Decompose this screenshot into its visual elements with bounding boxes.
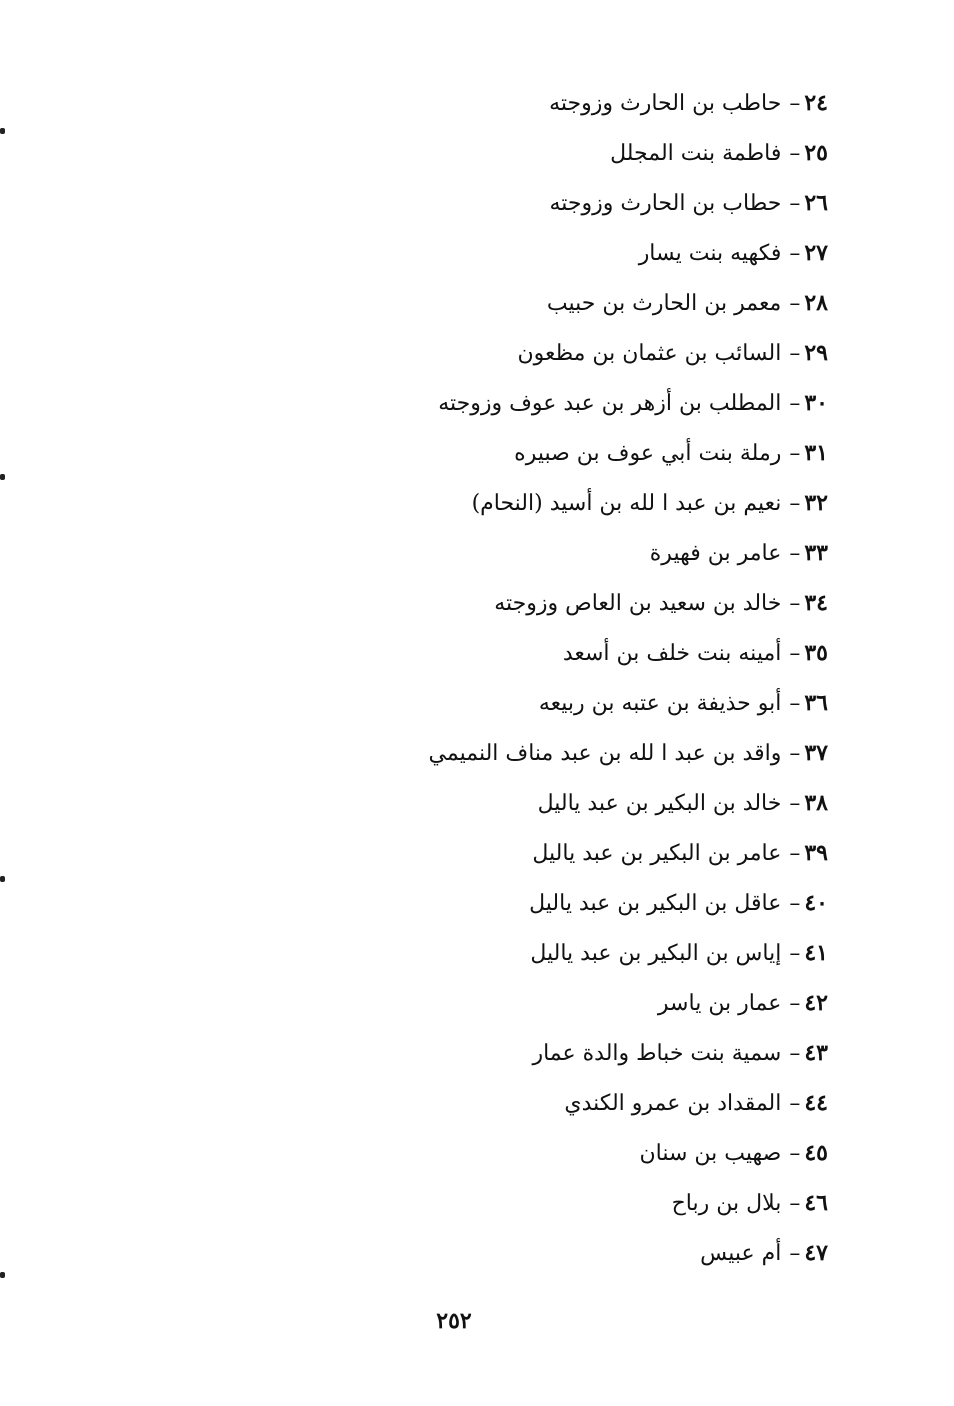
entry-dash: – <box>789 191 801 216</box>
entry-number: ٢٦ <box>804 190 828 216</box>
entry-number: ٣٨ <box>804 790 828 816</box>
margin-mark <box>0 474 5 480</box>
entry-dash: – <box>789 991 801 1016</box>
entry-name: عامر بن البكير بن عبد ياليل <box>532 841 782 866</box>
entry-number: ٤٤ <box>804 1090 828 1116</box>
entry-number: ٢٨ <box>804 290 828 316</box>
entry-name: خالد بن سعيد بن العاص وزوجته <box>494 591 782 616</box>
entry-dash: – <box>789 291 801 316</box>
entry-name: حاطب بن الحارث وزوجته <box>549 91 782 116</box>
list-item <box>429 478 828 528</box>
entry-dash: – <box>789 1041 801 1066</box>
entry-dash: – <box>789 441 801 466</box>
page-number: ٢٥٢ <box>436 1308 472 1334</box>
entry-name: إياس بن البكير بن عبد ياليل <box>530 941 782 966</box>
entry-dash: – <box>789 491 801 516</box>
entry-number: ٢٥ <box>804 140 828 166</box>
list-item <box>429 528 828 578</box>
list-item <box>429 778 828 828</box>
entry-name: عامر بن فهيرة <box>649 541 782 566</box>
entry-dash: – <box>789 91 801 116</box>
list-item <box>429 928 828 978</box>
list-item <box>429 378 828 428</box>
entry-dash: – <box>789 841 801 866</box>
entry-dash: – <box>789 941 801 966</box>
list-item <box>429 1228 828 1278</box>
entry-dash: – <box>789 591 801 616</box>
margin-mark <box>0 128 5 134</box>
list-item <box>429 878 828 928</box>
entry-name: المقداد بن عمرو الكندي <box>564 1091 782 1116</box>
entry-name: عمار بن ياسر <box>657 991 782 1016</box>
entry-name: حطاب بن الحارث وزوجته <box>549 191 782 216</box>
entry-number: ٤١ <box>804 940 828 966</box>
list-item <box>429 678 828 728</box>
entry-dash: – <box>789 241 801 266</box>
list-item <box>429 628 828 678</box>
entry-name: سمية بنت خباط والدة عمار <box>532 1041 782 1066</box>
entry-name: أم عبيس <box>700 1241 782 1266</box>
entry-name: صهيب بن سنان <box>639 1141 782 1166</box>
entry-number: ٤٧ <box>804 1240 828 1266</box>
entry-number: ٤٦ <box>804 1190 828 1216</box>
entry-number: ٣١ <box>804 440 828 466</box>
list-item <box>429 228 828 278</box>
list-item <box>429 828 828 878</box>
entry-number: ٣٦ <box>804 690 828 716</box>
entry-number: ٣٩ <box>804 840 828 866</box>
entry-number: ٣٠ <box>804 390 828 416</box>
entry-name: أمينه بنت خلف بن أسعد <box>562 641 782 666</box>
entry-name: فكهيه بنت يسار <box>638 241 782 266</box>
entry-dash: – <box>789 341 801 366</box>
entry-name: المطلب بن أزهر بن عبد عوف وزوجته <box>438 391 782 416</box>
entry-number: ٢٧ <box>804 240 828 266</box>
entry-dash: – <box>789 1141 801 1166</box>
list-item <box>429 128 828 178</box>
entry-dash: – <box>789 1191 801 1216</box>
list-item <box>429 78 828 128</box>
list-item <box>429 728 828 778</box>
entry-number: ٣٢ <box>804 490 828 516</box>
list-item <box>429 1128 828 1178</box>
entry-name: واقد بن عبد ا لله بن عبد مناف النميمي <box>428 741 782 766</box>
entry-name: بلال بن رباح <box>671 1191 782 1216</box>
entry-dash: – <box>789 141 801 166</box>
entry-dash: – <box>789 741 801 766</box>
entry-name: السائب بن عثمان بن مظعون <box>517 341 782 366</box>
entry-number: ٢٤ <box>804 90 828 116</box>
entry-dash: – <box>789 1091 801 1116</box>
entry-dash: – <box>789 791 801 816</box>
entry-number: ٣٤ <box>804 590 828 616</box>
entry-dash: – <box>789 891 801 916</box>
list-item <box>429 278 828 328</box>
entry-number: ٤٣ <box>804 1040 828 1066</box>
list-item <box>429 1178 828 1228</box>
list-item <box>429 178 828 228</box>
entry-dash: – <box>789 641 801 666</box>
entry-name: معمر بن الحارث بن حبيب <box>546 291 782 316</box>
margin-mark <box>0 876 5 882</box>
entry-dash: – <box>789 1241 801 1266</box>
entry-dash: – <box>789 691 801 716</box>
list-item <box>429 428 828 478</box>
entry-number: ٣٣ <box>804 540 828 566</box>
entry-name: أبو حذيفة بن عتبه بن ربيعه <box>538 691 782 716</box>
list-item <box>429 578 828 628</box>
entry-number: ٣٧ <box>804 740 828 766</box>
entry-number: ٤٥ <box>804 1140 828 1166</box>
entry-number: ٢٩ <box>804 340 828 366</box>
entry-name: خالد بن البكير بن عبد ياليل <box>537 791 782 816</box>
entry-name: عاقل بن البكير بن عبد ياليل <box>529 891 782 916</box>
list-item <box>429 978 828 1028</box>
entry-number: ٤٠ <box>804 890 828 916</box>
entry-name: رملة بنت أبي عوف بن صبيره <box>514 441 782 466</box>
entry-number: ٤٢ <box>804 990 828 1016</box>
list-item <box>429 1078 828 1128</box>
entry-name: فاطمة بنت المجلل <box>610 141 782 166</box>
entry-dash: – <box>789 541 801 566</box>
list-item <box>429 1028 828 1078</box>
margin-mark <box>0 1272 5 1278</box>
entry-dash: – <box>789 391 801 416</box>
entry-number: ٣٥ <box>804 640 828 666</box>
names-list <box>429 78 828 1278</box>
entry-name: نعيم بن عبد ا لله بن أسيد (النحام) <box>471 491 782 516</box>
list-item <box>429 328 828 378</box>
